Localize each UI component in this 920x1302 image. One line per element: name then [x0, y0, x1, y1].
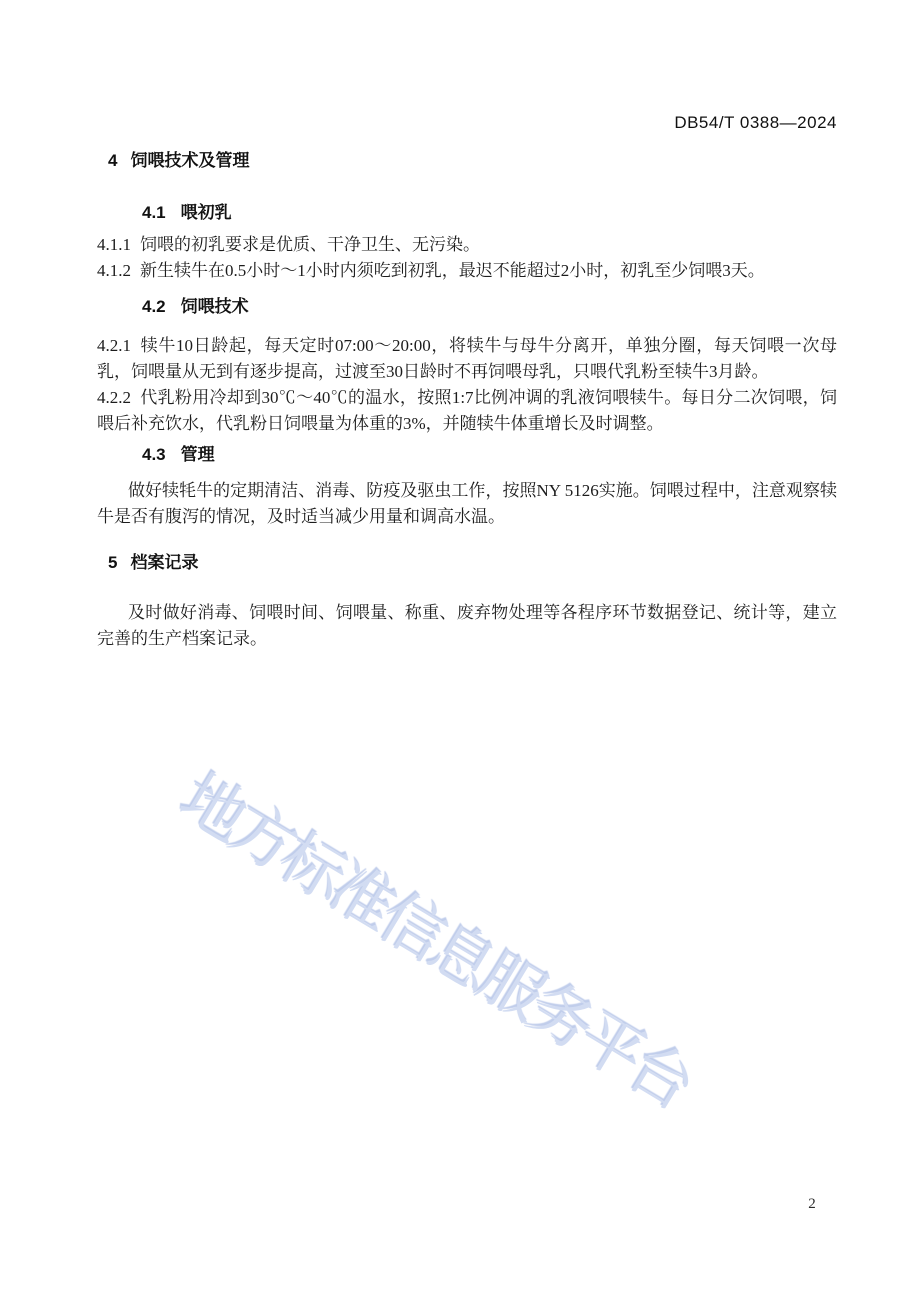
section-4-2-heading: [142, 296, 837, 318]
clause-4-1-2-number: 4.1.2: [97, 261, 131, 280]
clause-4-2-2-number: 4.2.2: [97, 388, 131, 407]
section-5-number: 5: [108, 553, 118, 572]
clause-4-1-1: [97, 232, 837, 258]
section-4-1-heading: [142, 202, 837, 224]
section-4-2-number: 4.2: [142, 297, 166, 316]
clause-4-2-1: [97, 333, 837, 385]
section-5-heading: [108, 552, 837, 574]
section-4-3-title: 管理: [180, 445, 215, 464]
page-content: [97, 0, 837, 652]
doc-code-header: DB54/T 0388—2024: [674, 113, 837, 132]
clause-4-2-1-text: 犊牛10日龄起，每天定时07:00～20:00，将犊牛与母牛分离开，单独分圈，每天饲喂一次母乳，饲喂量从无到有逐步提高，过渡至30日龄时不再饲喂母乳，只喂代乳粉至犊牛3月龄。: [97, 336, 837, 381]
clause-4-1-1-text: 饲喂的初乳要求是优质、干净卫生、无污染。: [140, 235, 480, 254]
page-number: 2: [808, 1196, 816, 1212]
section-4-1-number: 4.1: [142, 203, 166, 222]
section-4-number: 4: [108, 151, 118, 170]
clause-4-1-2: [97, 258, 837, 284]
clause-4-1-1-number: 4.1.1: [97, 235, 131, 254]
section-4-3-number: 4.3: [142, 445, 166, 464]
section-5-title: 档案记录: [130, 553, 199, 572]
watermark: 地方标准信息服务平台: [168, 761, 702, 1122]
clause-4-1-2-text: 新生犊牛在0.5小时～1小时内须吃到初乳，最迟不能超过2小时，初乳至少饲喂3天。: [140, 261, 765, 280]
clause-4-2-1-number: 4.2.1: [97, 336, 131, 355]
section-4-3-paragraph: 做好犊牦牛的定期清洁、消毒、防疫及驱虫工作，按照NY 5126实施。饲喂过程中，注意观察犊牛是否有腹泻的情况，及时适当减少用量和调高水温。: [97, 481, 837, 526]
section-4-2-title: 饲喂技术: [180, 297, 249, 316]
clause-4-2-2: [97, 385, 837, 437]
section-4-title: 饲喂技术及管理: [130, 151, 250, 170]
section-4-1-title: 喂初乳: [180, 203, 232, 222]
section-4-heading: [108, 150, 837, 172]
section-5-paragraph: 及时做好消毒、饲喂时间、饲喂量、称重、废弃物处理等各程序环节数据登记、统计等，建立完善的生产档案记录。: [97, 603, 837, 648]
section-4-3-heading: [142, 444, 837, 466]
clause-4-2-2-text: 代乳粉用冷却到30℃～40℃的温水，按照1:7比例冲调的乳液饲喂犊牛。每日分二次饲喂，饲喂后补充饮水，代乳粉日饲喂量为体重的3%，并随犊牛体重增长及时调整。: [97, 388, 837, 433]
